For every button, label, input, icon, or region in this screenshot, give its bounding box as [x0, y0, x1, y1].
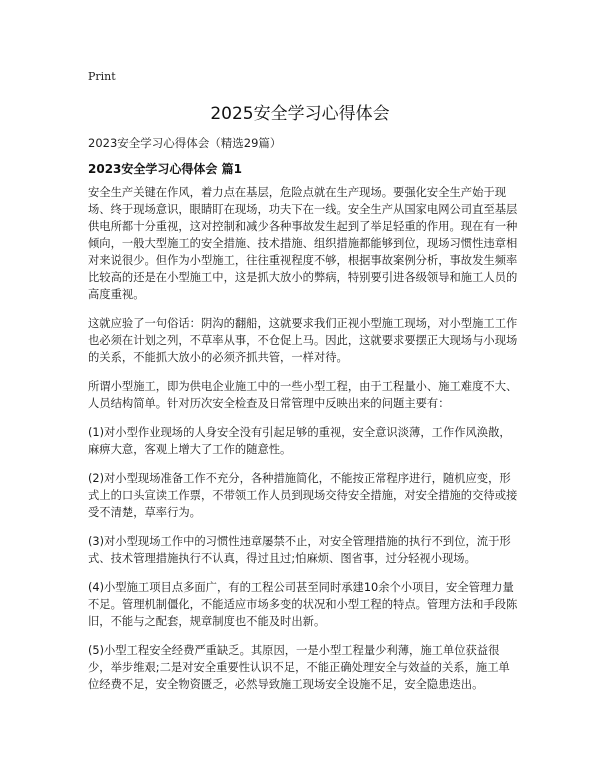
article-body — [88, 184, 518, 705]
document-title: 2025安全学习心得体会 — [210, 104, 390, 124]
paragraph: 所谓小型施工，即为供电企业施工中的一些小型工程，由于工程量小、施工难度不大、人员结构简单。针对历次安全检查及日常管理中反映出来的问题主要有： — [88, 380, 518, 410]
list-item-3: (3)对小型现场工作中的习惯性违章屡禁不止，对安全管理措施的执行不到位，流于形式、技术管理措施执行不认真，得过且过;怕麻烦、图省事，过分轻视小现场。 — [88, 535, 511, 565]
list-item-2: (2)对小型现场准备工作不充分，各种措施简化，不能按正常程序进行，随机应变，形式上的口头宣读工作票，不带领工作人员到现场交待安全措施，对安全措施的交待或接受不清楚，草率行为。 — [88, 472, 518, 519]
document-subtitle: 2023安全学习心得体会（精选29篇） — [88, 136, 282, 150]
section-heading: 2023安全学习心得体会 篇1 — [88, 162, 242, 176]
print-link[interactable]: Print — [88, 70, 116, 83]
paragraph: 这就应验了一句俗话：阴沟的翻船，这就要求我们正视小型施工现场，对小型施工工作也必须在计划之列，不草率从事，不仓促上马。因此，这就要求要摆正大现场与小现场的关系，不能抓大放小的必须齐抓共管，一样对待。 — [88, 317, 518, 364]
paragraph: 安全生产关键在作风，着力点在基层，危险点就在生产现场。要强化安全生产始于现场、终于现场意识，眼睛盯在现场，功夫下在一线。安全生产从国家电网公司直至基层供电所都十分重视，这对控制和减少各种事故发生起到了举足轻重的作用。现在有一种倾向，一般大型施工的安全措施、技术措施、组织措施都能够到位，现场习惯性违章相对来说很少。但作为小型施工，往往重视程度不够，根据事故案例分析，事故发生频率比较高的还是在小型施工中，这是抓大放小的弊病，特别要引进各级领导和施工人员的高度重视。 — [88, 186, 518, 301]
list-item-1: (1)对小型作业现场的人身安全没有引起足够的重视，安全意识淡薄，工作作风涣散，麻痹大意，客观上增大了工作的随意性。 — [88, 426, 511, 456]
list-item-5: (5)小型工程安全经费严重缺乏。其原因，一是小型工程量少利薄，施工单位获益很少，举步维艰;二是对安全重要性认识不足，不能正确处理安全与效益的关系，施工单位经费不足，安全物资匮乏，必然导致施工现场安全设施不足，安全隐患迭出。 — [88, 644, 510, 691]
list-item-4: (4)小型施工项目点多面广，有的工程公司甚至同时承建10余个小项目，安全管理力量不足。管理机制僵化，不能适应市场多变的状况和小型工程的特点。管理方法和手段陈旧，不能与之配套，规章制度也不能及时出新。 — [88, 581, 518, 628]
